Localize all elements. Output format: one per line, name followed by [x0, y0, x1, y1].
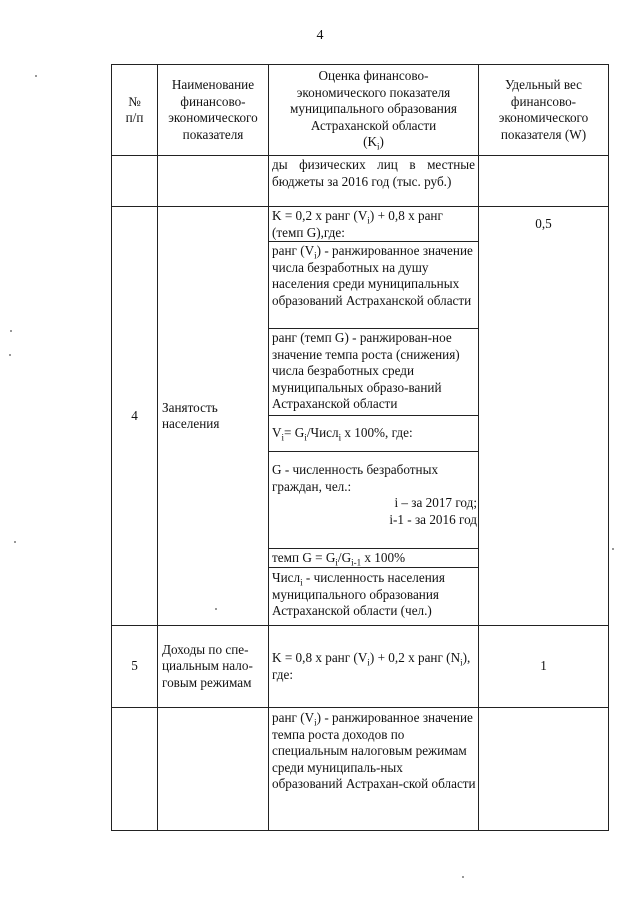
scan-speck — [14, 541, 16, 543]
table-border-bottom — [111, 830, 609, 831]
row4-temp-formula: темп $G = G_i/G_{i-1}$ х 100% — [272, 550, 406, 568]
header-evaluation-line-2: экономического показателя — [296, 84, 451, 100]
row4-g-period-previous: i-1 - за 2016 год — [389, 511, 477, 527]
row5-indicator-name: Доходы по спе-циальным нало-говым режимам — [162, 641, 253, 690]
header-bottom-rule — [111, 155, 609, 156]
row4-formula: K = 0,2 х ранг $(V_i) + 0,8$ х ранг (темп G),где: — [272, 208, 443, 240]
scan-speck — [9, 354, 11, 356]
scan-speck — [10, 330, 12, 332]
header-evaluation-line-1: Оценка финансово- — [318, 68, 429, 83]
row4-vformula-rule — [268, 451, 478, 452]
col-divider-1 — [157, 64, 158, 831]
scan-speck — [462, 876, 464, 878]
row5-bottom-rule — [111, 707, 609, 708]
row4-v-formula: $V_i=$ $G_i/Числ_i$ х 100%, где: — [272, 425, 413, 443]
row4-g-period-current: i – за 2017 год; — [394, 495, 477, 510]
continuation-text: ды физических лиц в местные бюджеты за 2016 год (тыс. руб.) — [272, 157, 475, 189]
scan-speck — [215, 608, 217, 610]
header-indicator-name: Наименование финансово- экономического показателя — [168, 77, 258, 142]
indicators-table — [111, 64, 609, 831]
row4-rank-v-definition: ранг $(V_i)$ - ранжированное значение числа безработных на душу населения среди муниципальных образований Астраханской области — [272, 243, 473, 308]
scan-speck — [35, 75, 37, 77]
header-evaluation-symbol: $(K_i)$ — [363, 134, 384, 152]
table-border-right — [608, 64, 609, 831]
col-divider-2 — [268, 64, 269, 831]
col-divider-3 — [478, 64, 479, 831]
header-evaluation — [269, 68, 478, 155]
row5-number: 5 — [131, 658, 138, 674]
row4-g-definition — [272, 462, 477, 548]
row4-number: 4 — [131, 407, 138, 423]
row5-formula: K = 0,8 х ранг $(V_i) + 0,2$ х ранг $(N_i)$, где: — [272, 650, 471, 682]
page-number: 4 — [316, 28, 324, 43]
row4-gdef-rule — [268, 548, 478, 549]
row4-rank-g-definition: ранг (темп G) - ранжирован-ное значение темпа роста (снижения) числа безработных среди муниципальных образо-ваний Астраханской области — [272, 330, 460, 411]
header-evaluation-line-4: Астраханской области — [310, 117, 437, 133]
row4-formula-rule — [268, 241, 478, 242]
row5-rank-v-definition: ранг $(V_i)$ - ранжированное значение темпа роста доходов по специальным налоговым режимам среди муниципаль-ных образований Астрахан-ской области — [272, 710, 476, 791]
row4-indicator-name: Занятость населения — [162, 399, 220, 431]
row4-weight: 0,5 — [535, 215, 552, 231]
row4-g-definition-text: G - численность безработных граждан, чел.: — [272, 462, 439, 494]
header-weight: Удельный вес финансово- экономического показателя (W) — [498, 77, 589, 142]
row5-weight: 1 — [540, 658, 547, 674]
row4-rankv-rule — [268, 328, 478, 329]
scan-speck — [612, 548, 614, 550]
header-evaluation-line-3: муниципального образования — [290, 101, 457, 116]
header-number: № п/п — [125, 93, 144, 125]
row4-chisl-definition: Числ$_i$ - численность населения муниципального образования Астраханской области (чел.) — [272, 570, 445, 618]
